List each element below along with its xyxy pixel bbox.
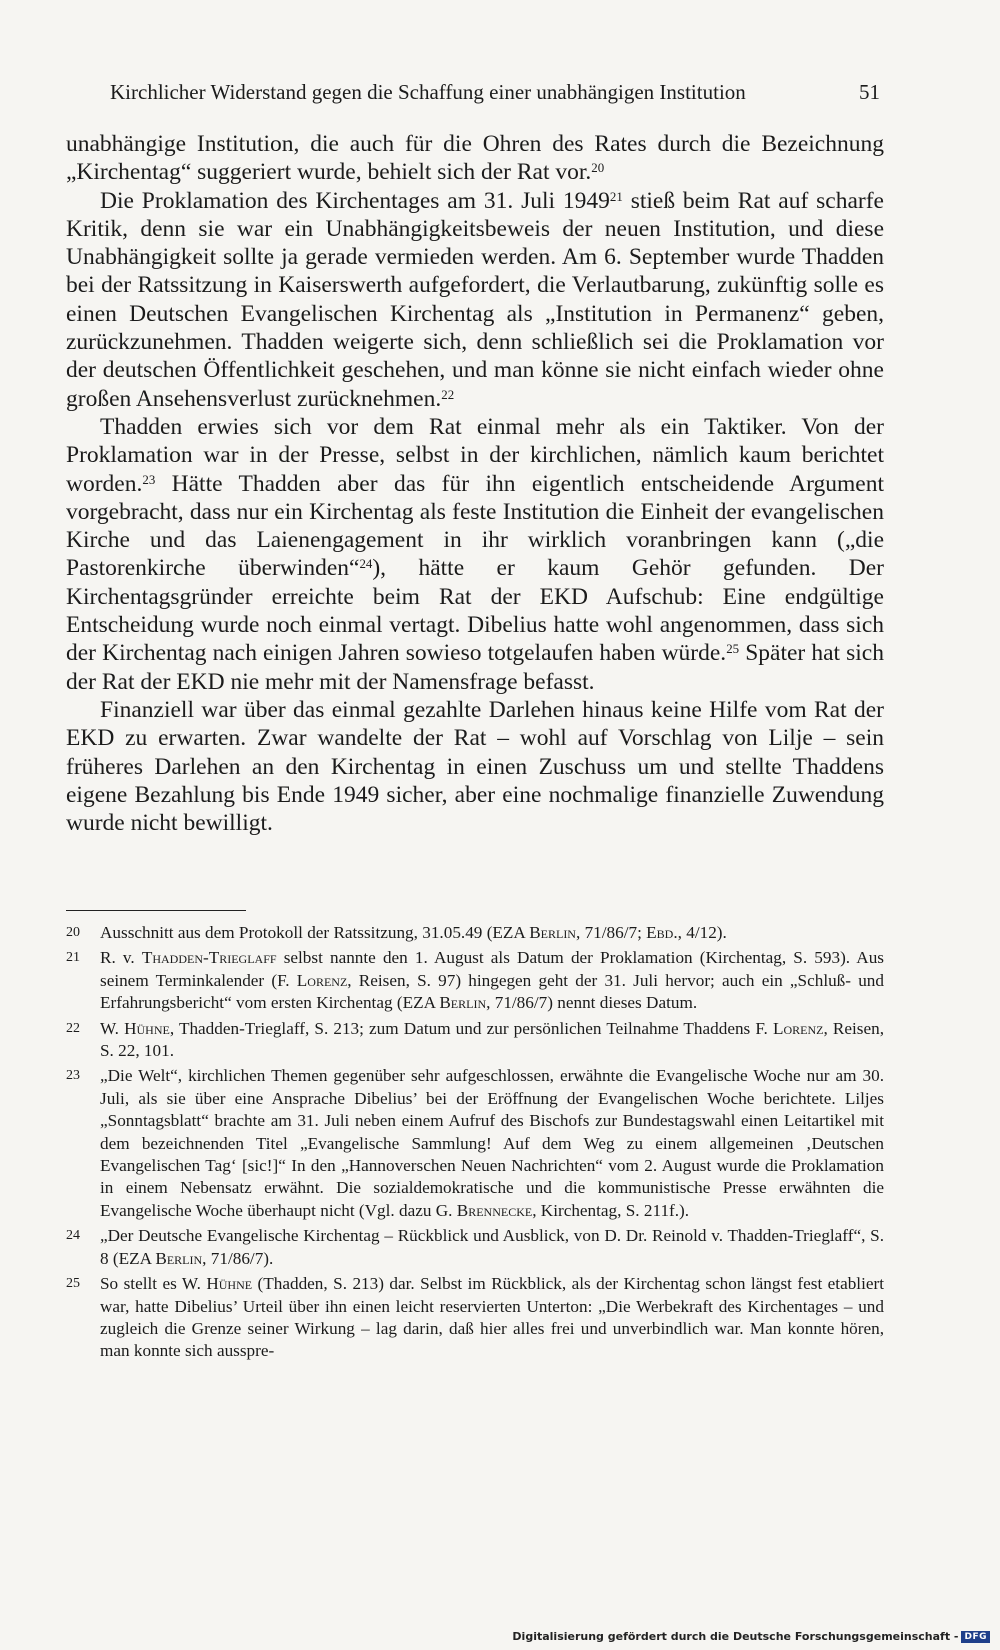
text-span: Die Proklamation des Kirchentages am 31. Juli 1949 bbox=[100, 187, 610, 214]
footnote-25 bbox=[66, 1273, 884, 1363]
text-span: Finanziell war über das einmal gezahlte Darlehen hinaus keine Hilfe vom Rat der EKD zu erwarten. Zwar wandelte der Rat – wohl auf Vorschlag von Lilje – sein früheres Darlehen an den Kirchentag in einen Zuschuss um und stellte Thaddens eigene Bezahlung bis Ende 1949 sicher, aber eine nochmalige finanzielle Zuwendung wurde nicht bewilligt. bbox=[66, 696, 884, 837]
credit-text: Digitalisierung gefördert durch die Deutsche Forschungsgemeinschaft - bbox=[512, 1630, 959, 1643]
text-span: Ausschnitt aus dem Protokoll der Ratssitzung, 31.05.49 (EZA bbox=[100, 923, 530, 942]
running-title: Kirchlicher Widerstand gegen die Schaffung einer unabhängigen Institution bbox=[110, 80, 746, 104]
footnote-ref-22[interactable]: 22 bbox=[441, 386, 455, 402]
text-span: , 4/12). bbox=[677, 923, 727, 942]
text-span: , 71/86/7; bbox=[575, 923, 647, 942]
footnote-text bbox=[100, 1018, 884, 1063]
text-span: stieß beim Rat auf scharfe Kritik, denn sie war ein Unabhängigkeitsbeweis der neuen Institution, und diese Unabhängigkeit sollte ja gerade vermieden werden. Am 6. September wurde Thadden bei der Ratssitzung in Kaiserswerth aufgefordert, die Verlautbarung, zukünftig solle es einen Deutschen Evangelischen Kirchentag als „Institution in Permanenz“ geben, zurückzunehmen. Thadden weigerte sich, denn schließlich sei die Proklamation vor der deutschen Öffentlichkeit geschehen, und man könne sie nicht einfach wieder ohne großen Ansehensverlust zurücknehmen. bbox=[66, 187, 884, 412]
small-caps-name: Hühne bbox=[124, 1018, 170, 1038]
text-span: (Thadden, S. 213) dar. Selbst im Rückblick, als der Kirchentag schon längst fest etabliert war, hatte Dibelius’ Urteil über ihn einen leicht reservierten Unterton: „Die Werbekraft des Kirchentages – und zugleich die Grenze seiner Wirkung – lag darin, daß hier alles frei und unverbindlich war. Man konnte hören, man konnte sich ausspre- bbox=[100, 1274, 884, 1361]
small-caps-name: Berlin bbox=[155, 1248, 203, 1268]
paragraph-1 bbox=[66, 130, 884, 187]
text-span: selbst nannte den 1. August als Datum der Proklamation (Kirchentag, S. 593). Aus seinem Terminkalender (F. bbox=[100, 948, 884, 990]
running-header bbox=[110, 80, 880, 105]
text-span: „Die Welt“, kirchlichen Themen gegenüber sehr aufgeschlossen, erwähnte die Evangelische Woche nur am 30. Juli, als sie über eine Ansprache Dibelius’ bei der Eröffnung der Evangelischen Woche berichtete. Liljes „Sonntagsblatt“ brachte am 31. Juli neben einem Aufruf des Bischofs zur Bundestagswahl einen Leitartikel mit dem bezeichnenden Titel „Evangelische Sammlung! Auf dem Weg zu einem allgemeinen ‚Deutschen Evangelischen Tag‘ [sic!]“ In den „Hannoverschen Neuen Nachrichten“ vom 2. August wurde die Proklamation in einem Nebensatz erwähnt. Die sozialdemokratische und die kommunistische Presse erwähnten die Evangelische Woche überhaupt nicht (Vgl. dazu G. bbox=[100, 1066, 884, 1220]
footnote-ref-20[interactable]: 20 bbox=[591, 160, 605, 176]
small-caps-name: Thadden-Trieglaff bbox=[141, 948, 277, 968]
footnote-text bbox=[100, 1065, 884, 1222]
footnote-21 bbox=[66, 947, 884, 1014]
text-span: So stellt es W. bbox=[100, 1274, 207, 1294]
text-span: , Reisen, S. 22, 101. bbox=[100, 1018, 884, 1061]
footnote-24 bbox=[66, 1225, 884, 1270]
small-caps-name: Berlin bbox=[439, 993, 487, 1013]
footnote-23 bbox=[66, 1065, 884, 1222]
footnote-text bbox=[100, 922, 884, 944]
text-span: , 71/86/7) nennt dieses Datum. bbox=[486, 993, 698, 1013]
paragraph-3 bbox=[66, 413, 884, 696]
small-caps-name: Ebd. bbox=[646, 923, 678, 942]
text-span: unabhängige Institution, die auch für die Ohren des Rates durch die Bezeichnung „Kirchentag“ suggeriert wurde, behielt sich der Rat vor. bbox=[66, 131, 884, 186]
footnote-number: 23 bbox=[66, 1068, 80, 1084]
footnote-text bbox=[100, 947, 884, 1014]
text-span: ), hätte er kaum Gehör gefunden. Der Kirchentagsgründer erreichte beim Rat der EKD Aufschub: Eine endgültige Entscheidung wurde noch einmal vertagt. Dibelius hatte wohl angenommen, dass sich der Kirchentag nach einigen Jahren sowieso totgelaufen haben würde. bbox=[66, 555, 884, 667]
text-span: W. bbox=[100, 1018, 125, 1038]
paragraph-2 bbox=[66, 187, 884, 413]
footnote-text bbox=[100, 1225, 884, 1270]
footnote-20 bbox=[66, 922, 884, 944]
small-caps-name: Berlin bbox=[529, 923, 576, 942]
footnote-number: 25 bbox=[66, 1276, 80, 1292]
footnote-number: 21 bbox=[66, 950, 80, 966]
digitization-credit bbox=[512, 1630, 990, 1643]
footnote-22 bbox=[66, 1018, 884, 1063]
footnote-number: 22 bbox=[66, 1020, 80, 1036]
footnote-text bbox=[100, 1273, 884, 1363]
small-caps-name: Lorenz bbox=[296, 970, 348, 990]
page-number: 51 bbox=[859, 80, 880, 104]
text-span: „Der Deutsche Evangelische Kirchentag – Rückblick und Ausblick, von D. Dr. Reinold v. Thadden-Trieglaff“, S. 8 (EZA bbox=[100, 1226, 884, 1268]
footnote-separator bbox=[66, 910, 246, 911]
text-span: , 71/86/7). bbox=[202, 1248, 274, 1268]
footnote-ref-23[interactable]: 23 bbox=[142, 471, 156, 487]
footnote-ref-24[interactable]: 24 bbox=[359, 556, 373, 572]
text-span: , Thadden-Trieglaff, S. 213; zum Datum und zur persönlichen Teilnahme Thaddens F. bbox=[169, 1018, 773, 1038]
text-span: , Reisen, S. 97) hingegen geht der 31. Juli hervor; auch ein „Schluß- und Erfahrungsbericht“ vom ersten Kirchentag (EZA bbox=[100, 970, 884, 1013]
small-caps-name: Hühne bbox=[206, 1274, 253, 1294]
text-span: Thadden erwies sich vor dem Rat einmal mehr als ein Taktiker. Von der Proklamation war in der Presse, selbst in der kirchlichen, nämlich kaum berichtet worden. bbox=[66, 413, 884, 497]
paragraph-4 bbox=[66, 696, 884, 837]
small-caps-name: Lorenz bbox=[772, 1018, 824, 1038]
text-span: R. v. bbox=[100, 948, 142, 968]
footnote-ref-25[interactable]: 25 bbox=[726, 641, 740, 657]
small-caps-name: Brennecke bbox=[456, 1200, 533, 1220]
dfg-logo-icon: DFG bbox=[961, 1631, 990, 1643]
footnote-number: 20 bbox=[66, 925, 80, 940]
footnotes bbox=[66, 922, 884, 1366]
text-span: , Kirchentag, S. 211f.). bbox=[532, 1200, 690, 1220]
footnote-number: 24 bbox=[66, 1228, 80, 1244]
footnote-ref-21[interactable]: 21 bbox=[609, 188, 623, 204]
text-span: Später hat sich der Rat der EKD nie mehr mit der Namensfrage befasst. bbox=[66, 640, 884, 695]
text-span: Hätte Thadden aber das für ihn eigentlich entscheidende Argument vorgebracht, dass nur ein Kirchentag als feste Institution die Einheit der evangelischen Kirche und das Laienengagement in ihr wirklich voranbringen kann („die Pastorenkirche überwinden“ bbox=[66, 470, 884, 582]
main-text bbox=[66, 130, 884, 837]
